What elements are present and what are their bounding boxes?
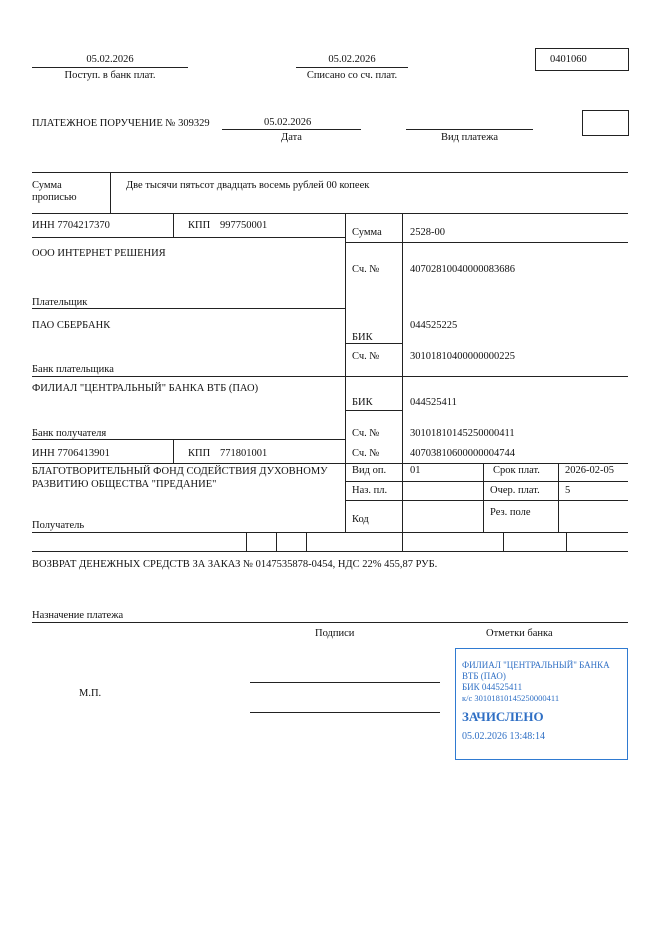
debited-date: 05.02.2026 [328,54,376,65]
divider [566,532,567,551]
divider [345,343,402,344]
amount-words-label-2: прописью [32,192,77,203]
divider [32,308,345,309]
payer-kpp: 997750001 [220,220,268,231]
order-date: 05.02.2026 [264,117,312,128]
divider [173,439,174,463]
payment-type-box [582,110,629,136]
divider [402,213,403,532]
payer-bank-acc-label: Сч. № [352,351,380,362]
stamp-line-1: ФИЛИАЛ "ЦЕНТРАЛЬНЫЙ" БАНКА [462,660,610,670]
divider [503,532,504,551]
recipient-inn: ИНН 7706413901 [32,448,110,459]
divider [32,439,345,440]
divider [402,532,403,551]
divider [296,67,408,68]
order-date-label: Дата [281,132,302,143]
divider [173,213,174,237]
recipient-acc-label: Сч. № [352,448,380,459]
recipient-bank-bik: 044525411 [410,397,457,408]
divider [32,376,628,377]
divider [32,213,628,214]
divider [32,237,345,238]
payer-bank-name: ПАО СБЕРБАНК [32,320,111,331]
divider [32,67,188,68]
divider [345,500,628,501]
payer-bank-bik-label: БИК [352,332,373,343]
divider [406,129,533,130]
recipient-acc: 40703810600000004744 [410,448,515,459]
recipient-kpp-label: КПП [188,448,211,459]
form-code: 0401060 [550,54,587,65]
vid-op-label: Вид оп. [352,465,387,476]
recipient-bank-bik-label: БИК [352,397,373,408]
purpose-label: Назначение платежа [32,610,124,621]
signature-line [250,712,440,713]
naz-pl-label: Наз. пл. [352,485,388,496]
recipient-bank-label: Банк получателя [32,428,107,439]
stamp-line-4: к/с 30101810145250000411 [462,693,560,703]
divider [110,172,111,213]
divider [222,129,361,130]
recipient-bank-name: ФИЛИАЛ "ЦЕНТРАЛЬНЫЙ" БАНКА ВТБ (ПАО) [32,383,259,394]
stamp-line-3: БИК 044525411 [462,682,523,692]
stamp-line-2: ВТБ (ПАО) [462,671,506,681]
amount-words-value: Две тысячи пятьсот двадцать восемь рублей 00 копеек [126,180,370,191]
payer-kpp-label: КПП [188,220,211,231]
ocher-label: Очер. плат. [490,485,540,496]
recipient-label: Получатель [32,520,85,531]
rez-label: Рез. поле [490,507,531,518]
recipient-name-1: БЛАГОТВОРИТЕЛЬНЫЙ ФОНД СОДЕЙСТВИЯ ДУХОВНОМУ [32,466,328,477]
recipient-kpp: 771801001 [220,448,268,459]
stamp-status: ЗАЧИСЛЕНО [462,709,544,724]
payment-type-label: Вид платежа [440,132,498,143]
payer-bank-label: Банк плательщика [32,364,114,375]
stamp-datetime: 05.02.2026 13:48:14 [462,731,546,742]
divider [246,532,247,551]
ocher-value: 5 [565,485,571,496]
payer-label: Плательщик [32,297,88,308]
vid-op-value: 01 [410,465,421,476]
bank-marks-label: Отметки банка [486,628,553,639]
order-title: ПЛАТЕЖНОЕ ПОРУЧЕНИЕ № 309329 [32,118,210,129]
amount-label: Сумма [352,227,382,238]
kod-label: Код [352,514,369,525]
debited-label: Списано со сч. плат. [306,70,398,81]
payer-bank-bik: 044525225 [410,320,458,331]
srok-value: 2026-02-05 [565,465,614,476]
divider [32,532,628,533]
payer-account-label: Сч. № [352,264,380,275]
divider [558,463,559,532]
recipient-bank-acc-label: Сч. № [352,428,380,439]
signature-line [250,682,440,683]
divider [276,532,277,551]
payer-bank-acc: 30101810400000000225 [410,351,515,362]
bank-received-label: Поступ. в банк плат. [64,70,156,81]
srok-label: Срок плат. [493,465,540,476]
divider [306,532,307,551]
recipient-name-2: РАЗВИТИЮ ОБЩЕСТВА "ПРЕДАНИЕ" [32,479,217,490]
payer-account: 40702810040000083686 [410,264,515,275]
amount-value: 2528-00 [410,227,445,238]
divider [32,622,628,623]
bank-received-date: 05.02.2026 [86,54,134,65]
bank-stamp [455,648,628,760]
payer-inn: ИНН 7704217370 [32,220,110,231]
divider [345,410,402,411]
signatures-label: Подписи [315,628,355,639]
amount-words-label-1: Сумма [32,180,62,191]
mp-label: М.П. [79,688,102,699]
divider [32,463,628,464]
divider [345,213,346,532]
divider [345,481,628,482]
recipient-bank-acc: 30101810145250000411 [410,428,515,439]
divider [345,242,628,243]
payer-name: ООО ИНТЕРНЕТ РЕШЕНИЯ [32,248,166,259]
divider [32,172,628,173]
divider [32,551,628,552]
divider [483,463,484,532]
purpose-text: ВОЗВРАТ ДЕНЕЖНЫХ СРЕДСТВ ЗА ЗАКАЗ № 0147535878-0454, НДС 22% 455,87 РУБ. [32,559,438,570]
